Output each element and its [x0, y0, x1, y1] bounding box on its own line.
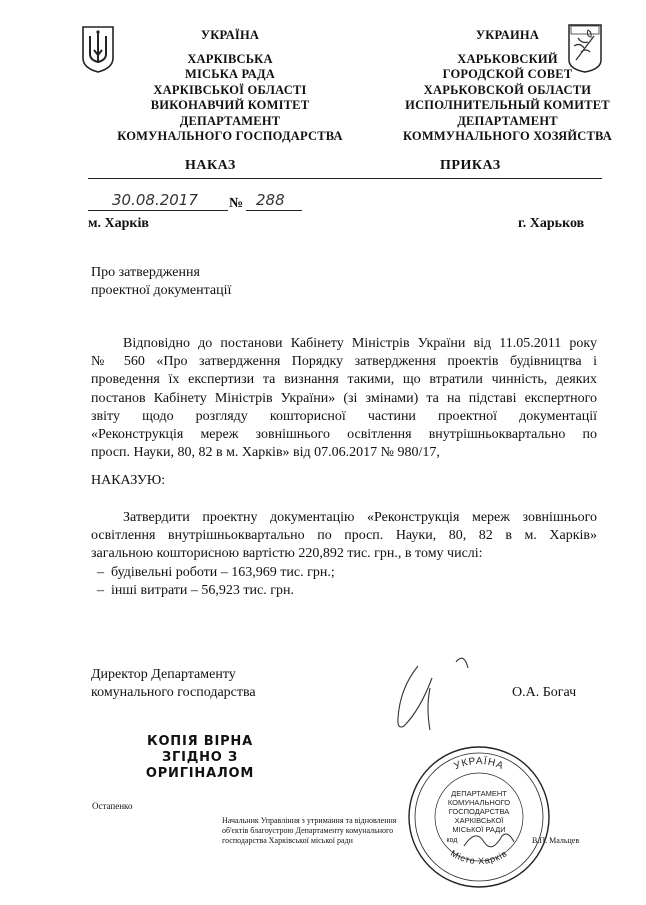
preamble-line: № 560 «Про затвердження Порядку затвердження проектів будівництва і [91, 354, 597, 370]
preamble-line: проведення їх експертизи та визнання такими, що втратили чинність, деяких [91, 372, 597, 388]
stamp-center-line: ГОСПОДАРСТВА [448, 807, 510, 816]
footer-line: об'єктів благоустрою Департаменту комунального [222, 826, 394, 835]
footer-signatory-name: В.П. Мальцев [532, 836, 580, 845]
item-text: будівельні роботи – 163,969 тис. грн.; [111, 564, 335, 580]
preamble [91, 335, 597, 462]
subject-line: Про затвердження [91, 265, 200, 280]
preamble-line: Відповідно до постанови Кабінету Міністрів України від 11.05.2011 року [123, 336, 597, 351]
round-department-stamp [404, 742, 554, 892]
header-right-line: ДЕПАРТАМЕНТ [457, 113, 558, 128]
item-dash: – [97, 564, 104, 580]
item-text: інші витрати – 56,923 тис. грн. [111, 582, 294, 598]
country-ru: УКРАИНА [475, 28, 540, 42]
header-left-line: КОМУНАЛЬНОГО ГОСПОДАРСТВА [117, 129, 343, 143]
stamp-top-text: УКРАЇНА [452, 755, 506, 773]
preamble-line: звіту щодо розгляду кошторисної частини проектної документації [91, 408, 597, 424]
stamp-center-line: КОМУНАЛЬНОГО [447, 798, 511, 807]
footer-line: господарства Харківської міської ради [222, 836, 353, 845]
city-ru: г. Харьков [518, 216, 585, 231]
position-line: Директор Департаменту [91, 667, 236, 682]
header-left [95, 28, 365, 145]
copy-stamp-line: ОРИГІНАЛОМ [145, 766, 255, 781]
svg-text:УКРАЇНА [452, 755, 505, 772]
order-word: НАКАЗУЮ: [91, 473, 166, 488]
signatory-position [91, 666, 256, 702]
preamble-line: «Реконструкція мереж зовнішнього освітлення внутрішньоквартально по [91, 427, 597, 443]
header-right [395, 28, 620, 145]
order-date: 30.08.2017 [112, 191, 198, 209]
stamp-code-label: код [446, 837, 458, 844]
header-left-line: ХАРКІВСЬКА [187, 51, 273, 66]
header-left-line: МІСЬКА РАДА [184, 67, 276, 81]
number-label: № [229, 196, 244, 211]
number-underline [246, 210, 302, 211]
order-text [91, 509, 597, 600]
stamp-bottom-text: Місто Харків [448, 848, 510, 867]
city-ua: м. Харків [88, 216, 149, 231]
country-ua: УКРАЇНА [200, 28, 260, 42]
header-divider [88, 178, 602, 179]
date-underline [88, 210, 228, 211]
preamble-line: просп. Науки, 80, 82 в м. Харків» від 07.06.2017 № 980/17, [91, 445, 440, 461]
order-item [91, 582, 597, 600]
header-right-line: ХАРЬКОВСКИЙ [457, 51, 558, 66]
subject-line: проектної документації [91, 283, 232, 299]
item-dash: – [97, 582, 104, 598]
position-line: комунального господарства [91, 685, 256, 701]
order-line: загальною кошторисною вартістю 220,892 тис. грн., в тому числі: [91, 546, 483, 562]
footer-certification [222, 816, 396, 846]
header-left-line: ВИКОНАВЧИЙ КОМІТЕТ [150, 98, 310, 112]
order-line: освітлення внутрішньоквартально по просп. Науки, 80, 82 в м. Харків» [91, 528, 597, 544]
header-left-line: ХАРКІВСЬКОЇ ОБЛАСТІ [153, 82, 307, 97]
copy-certified-stamp [140, 734, 260, 782]
header-right-line: ГОРОДСКОЙ СОВЕТ [442, 67, 573, 81]
header-left-line: ДЕПАРТАМЕНТ [179, 113, 281, 128]
header-right-line: ХАРЬКОВСКОЙ ОБЛАСТИ [423, 82, 592, 97]
order-number: 288 [256, 191, 285, 209]
order-item [91, 564, 597, 582]
svg-text:Місто Харків [449, 848, 509, 866]
copy-stamp-line: ЗГІДНО З [161, 750, 239, 765]
preamble-line: постанов Кабінету Міністрів України» (зі змінами) та на підставі експертного [91, 390, 597, 406]
handwritten-signature [360, 648, 480, 738]
copy-stamp-line: КОПІЯ ВІРНА [147, 734, 253, 749]
order-line: Затвердити проектну документацію «Реконструкція мереж зовнішнього [123, 510, 597, 525]
stamp-center-line: ХАРКІВСЬКОЇ [454, 816, 504, 825]
executor-name: Остапенко [92, 801, 133, 811]
doc-type-ru: ПРИКАЗ [440, 158, 501, 173]
header-right-line: КОММУНАЛЬНОГО ХОЗЯЙСТВА [402, 129, 613, 143]
stamp-center-line: ДЕПАРТАМЕНТ [451, 789, 507, 798]
stamp-center-line: МІСЬКОЇ РАДИ [452, 825, 506, 834]
header-right-line: ИСПОЛНИТЕЛЬНЫЙ КОМИТЕТ [405, 98, 610, 112]
footer-line: Начальник Управління з утримання та відновлення [222, 816, 397, 825]
signatory-name: О.А. Богач [512, 685, 577, 700]
doc-type-ua: НАКАЗ [185, 158, 236, 173]
subject [91, 264, 231, 300]
